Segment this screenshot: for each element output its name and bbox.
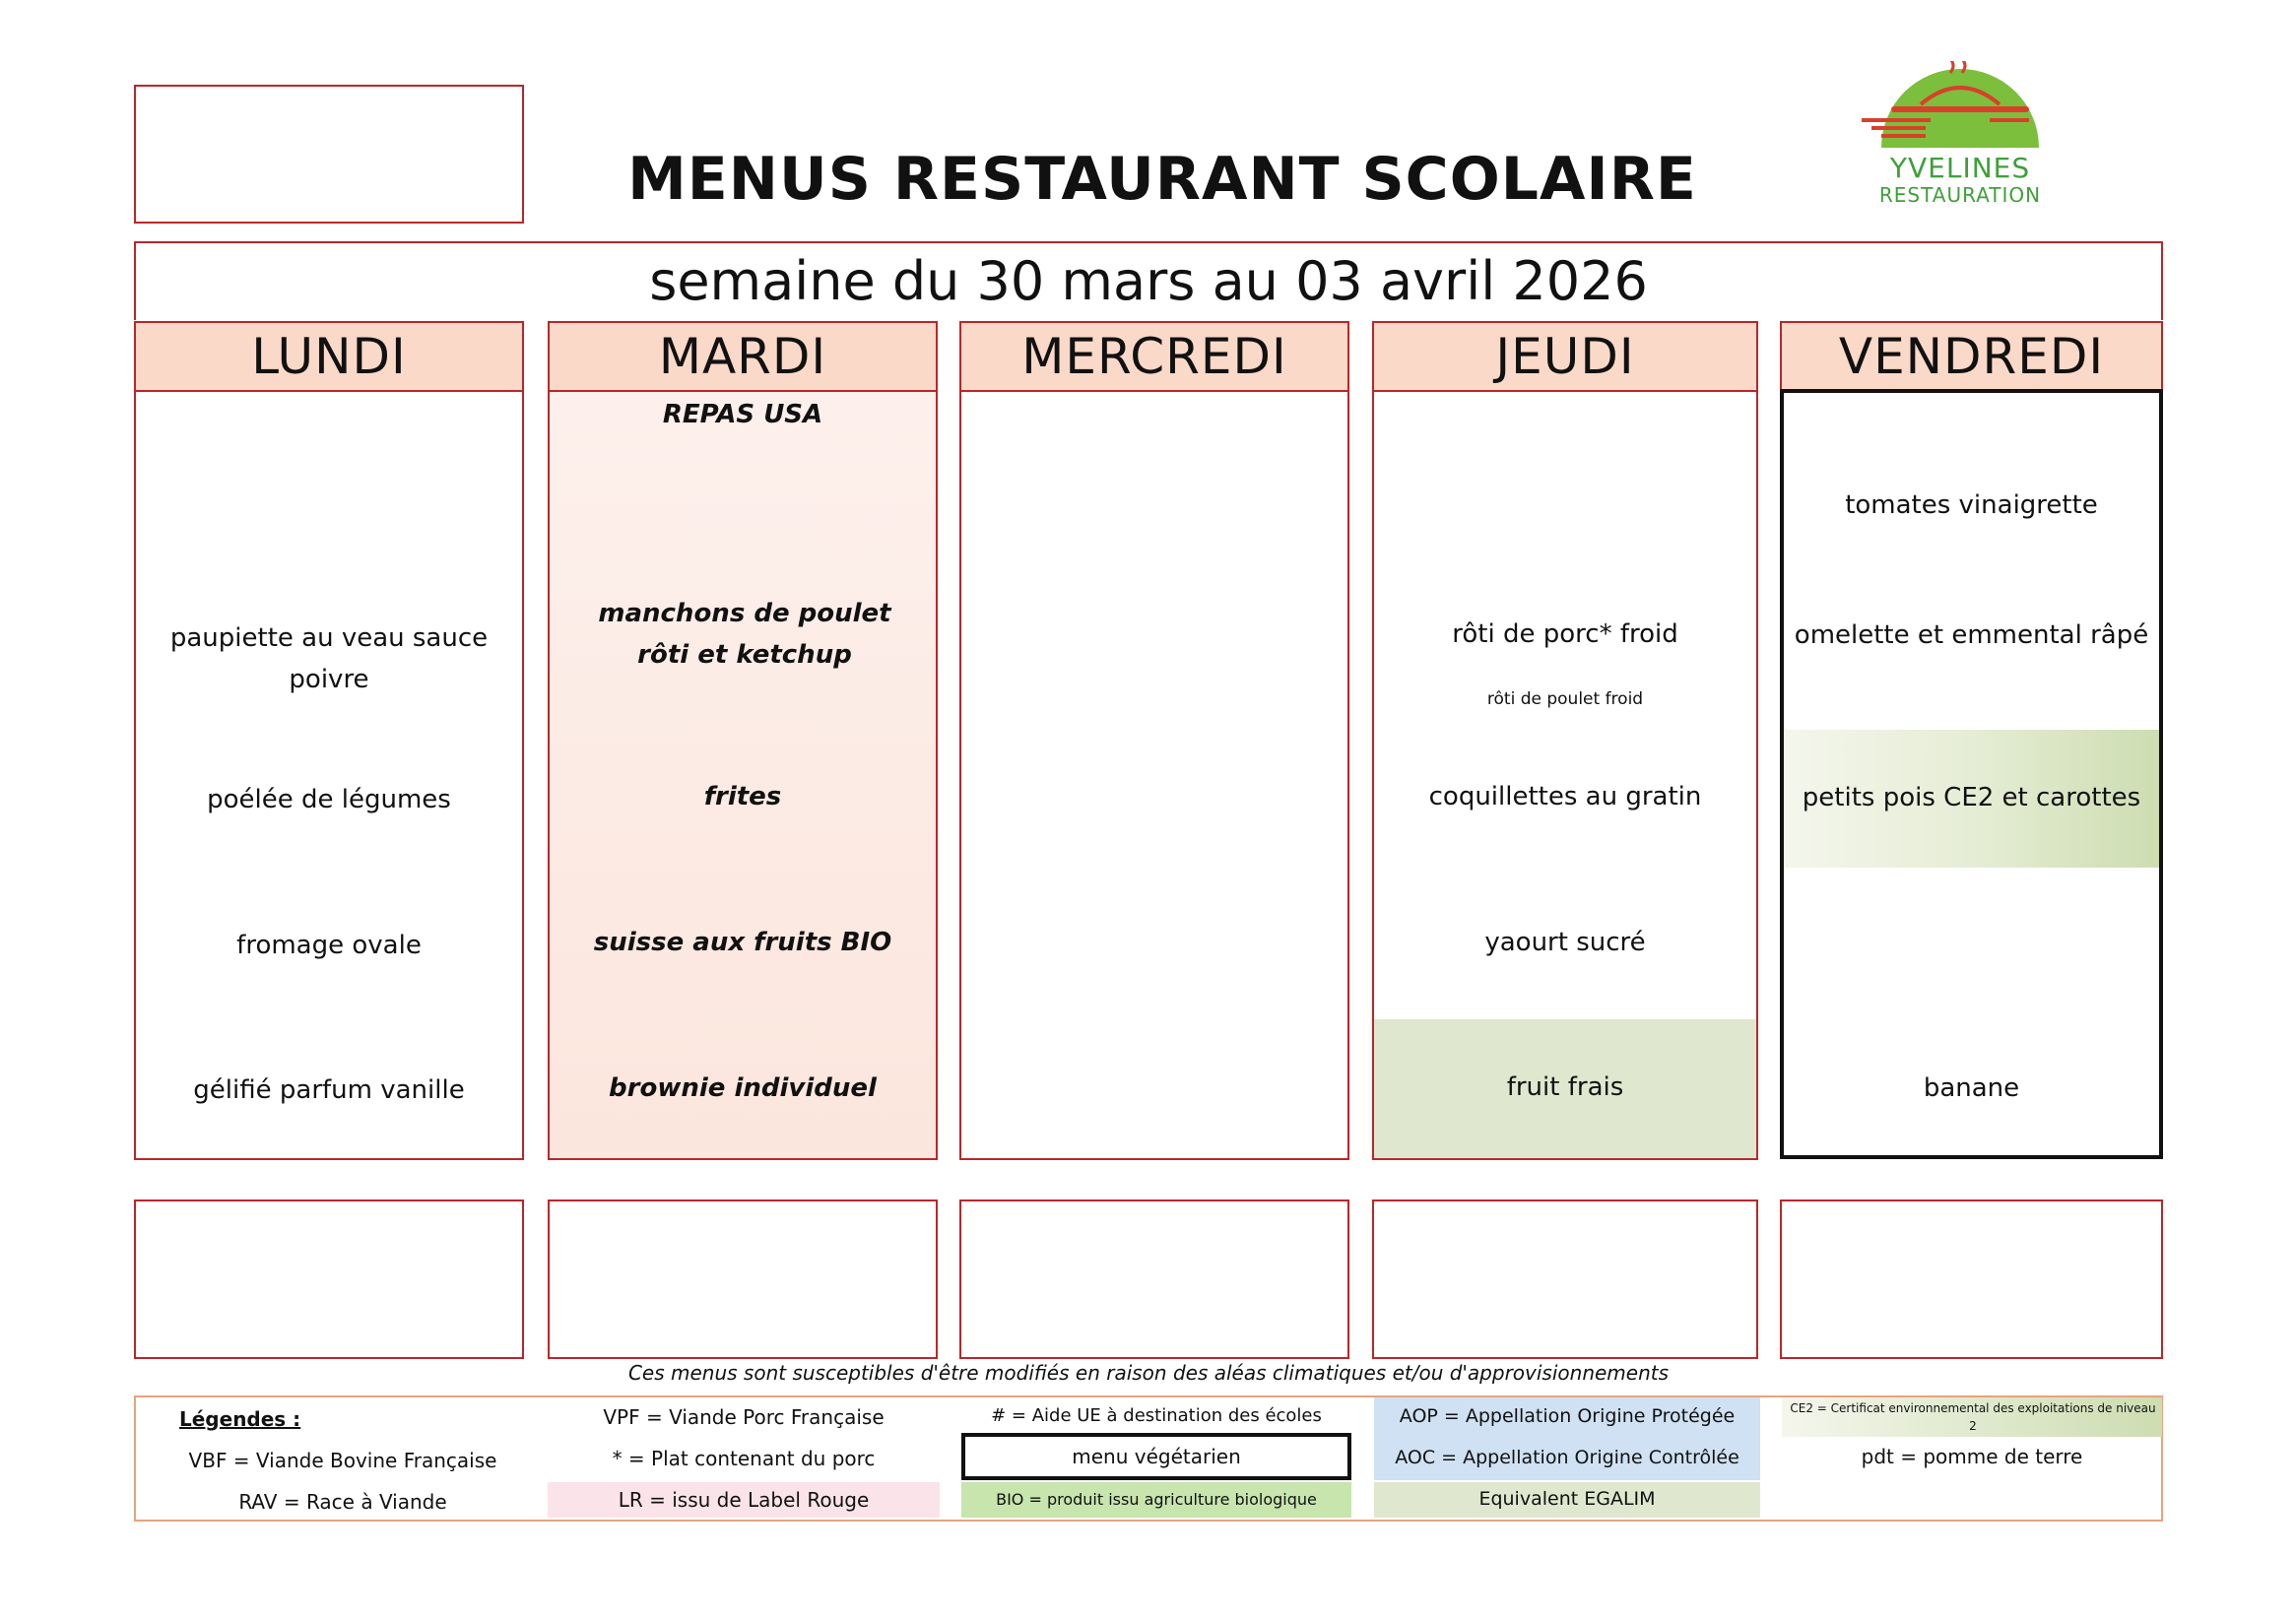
- legend-vbf: VBF = Viande Bovine Française: [188, 1449, 497, 1472]
- school-info-box: [134, 85, 524, 224]
- logo-text-yvelines: YVELINES: [1889, 152, 2031, 184]
- notes-box-vendredi: [1780, 1200, 2163, 1359]
- week-label: semaine du 30 mars au 03 avril 2026: [649, 250, 1648, 312]
- menu-column-lundi: [134, 392, 524, 1160]
- legend-lr: LR = issu de Label Rouge: [618, 1488, 870, 1512]
- legend-ce2: CE2 = Certificat environnemental des exploitations de niveau 2: [1790, 1401, 2156, 1433]
- dish-jeudi-dairy: yaourt sucré: [1484, 928, 1646, 957]
- legend-vpf: VPF = Viande Porc Française: [603, 1405, 885, 1429]
- legend-box: [134, 1395, 2163, 1522]
- legend-title: Légendes :: [179, 1407, 301, 1431]
- yvelines-logo: [1852, 61, 2068, 219]
- dish-lundi-side: poélée de légumes: [207, 785, 451, 814]
- notes-box-mercredi: [959, 1200, 1349, 1359]
- dish-jeudi-alt: rôti de poulet froid: [1486, 689, 1644, 709]
- day-header-vendredi: VENDREDI: [1780, 321, 2163, 392]
- legend-aoc: AOC = Appellation Origine Contrôlée: [1395, 1447, 1739, 1468]
- menu-column-vendredi: [1780, 389, 2163, 1159]
- dish-mardi-side: frites: [703, 782, 782, 811]
- day-header-lundi: LUNDI: [134, 321, 524, 392]
- day-header-jeudi: JEUDI: [1372, 321, 1758, 392]
- logo-text-restauration: RESTAURATION: [1878, 183, 2042, 207]
- day-header-mardi: MARDI: [548, 321, 938, 392]
- legend-egalim: Equivalent EGALIM: [1478, 1488, 1656, 1510]
- notes-box-mardi: [548, 1200, 938, 1359]
- legend-ue: # = Aide UE à destination des écoles: [991, 1405, 1322, 1426]
- dish-mardi-dessert: brownie individuel: [609, 1073, 877, 1103]
- legend-rav: RAV = Race à Viande: [238, 1490, 447, 1514]
- dish-jeudi-side: coquillettes au gratin: [1428, 782, 1702, 811]
- menu-column-mercredi: [959, 392, 1349, 1160]
- dish-lundi-dessert: gélifié parfum vanille: [193, 1075, 465, 1105]
- notes-box-lundi: [134, 1200, 524, 1359]
- page-title: MENUS RESTAURANT SCOLAIRE: [627, 145, 1697, 214]
- theme-label-mardi: REPAS USA: [662, 400, 823, 429]
- day-header-mercredi: MERCREDI: [959, 321, 1349, 392]
- dish-vendredi-side: petits pois CE2 et carottes: [1802, 783, 2141, 812]
- legend-bio: BIO = produit issu agriculture biologique: [996, 1490, 1317, 1509]
- logo-dome-icon: [1852, 61, 2068, 155]
- dish-vendredi-starter: tomates vinaigrette: [1845, 490, 2098, 520]
- legend-porc: * = Plat contenant du porc: [612, 1447, 876, 1470]
- dish-lundi-main: paupiette au veau sauce poivre: [169, 623, 489, 694]
- legend-vegetarian: menu végétarien: [1072, 1445, 1241, 1468]
- disclaimer: Ces menus sont susceptibles d'être modifiés en raison des aléas climatiques et/ou d'approvisionnements: [627, 1361, 1670, 1385]
- menu-column-jeudi: [1372, 392, 1758, 1160]
- dish-vendredi-main: omelette et emmental râpé: [1794, 620, 2149, 650]
- dish-jeudi-main: rôti de porc* froid: [1452, 619, 1678, 649]
- dish-mardi-dairy: suisse aux fruits BIO: [593, 928, 892, 957]
- dish-mardi-main: manchons de poulet rôti et ketchup: [598, 599, 891, 670]
- menu-column-mardi: [548, 392, 938, 1160]
- dish-vendredi-dessert: banane: [1923, 1073, 2020, 1103]
- dish-lundi-cheese: fromage ovale: [236, 931, 422, 960]
- dish-jeudi-dessert: fruit frais: [1506, 1072, 1624, 1102]
- notes-box-jeudi: [1372, 1200, 1758, 1359]
- legend-pdt: pdt = pomme de terre: [1861, 1445, 2083, 1468]
- legend-aop: AOP = Appellation Origine Protégée: [1399, 1405, 1736, 1427]
